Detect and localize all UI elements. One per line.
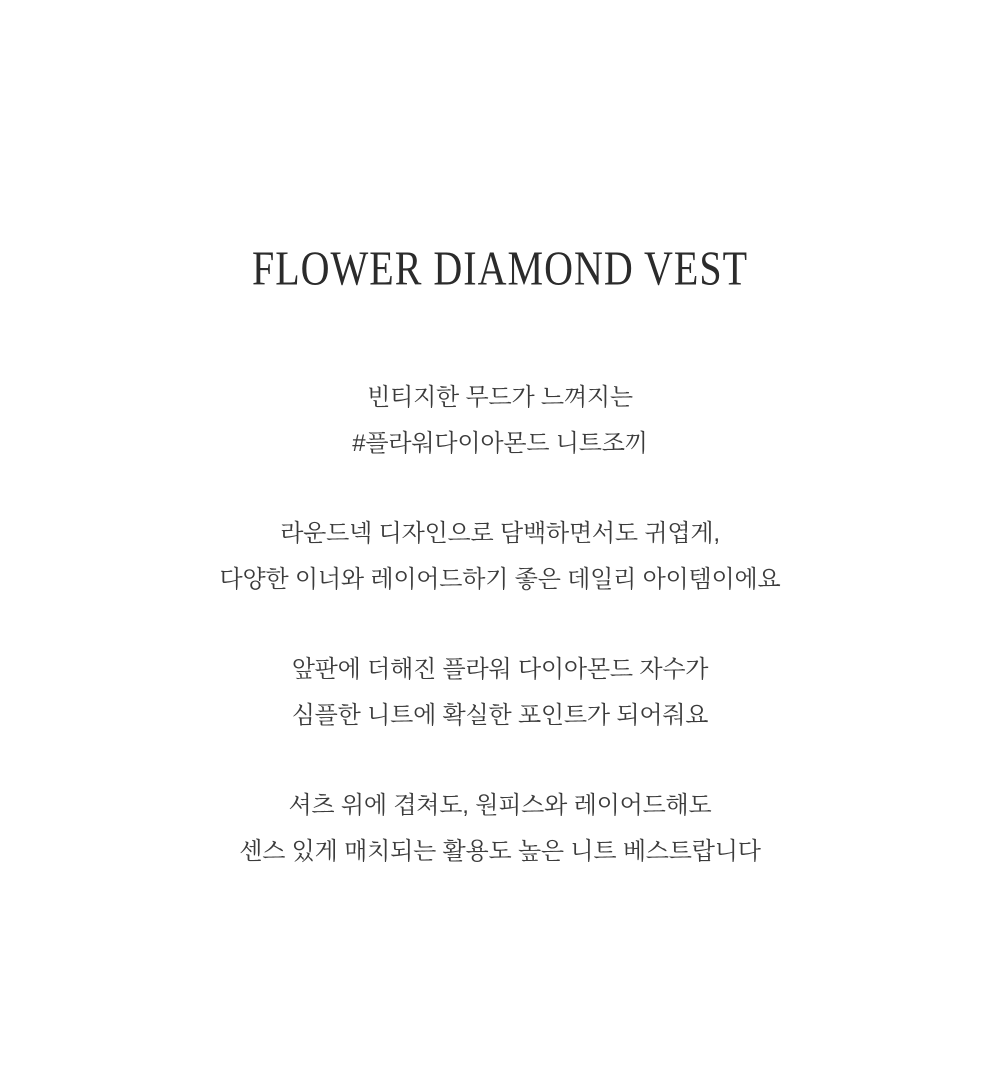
description-line: 라운드넥 디자인으로 담백하면서도 귀엽게, [280, 519, 720, 547]
description-paragraph-design [50, 511, 950, 603]
description-line: #플라워다이아몬드 니트조끼 [352, 429, 648, 457]
description-paragraph-intro [50, 375, 950, 467]
description-line: 빈티지한 무드가 느껴지는 [367, 383, 633, 411]
description-line: 앞판에 더해진 플라워 다이아몬드 자수가 [291, 655, 709, 683]
description-line: 다양한 이너와 레이어드하기 좋은 데일리 아이템이에요 [219, 565, 781, 593]
page-title: FLOWER DIAMOND VEST [251, 240, 749, 296]
description-paragraph-detail [50, 647, 950, 739]
product-description [50, 375, 950, 875]
description-line: 센스 있게 매치되는 활용도 높은 니트 베스트랍니다 [239, 837, 761, 865]
description-line: 심플한 니트에 확실한 포인트가 되어줘요 [291, 701, 709, 729]
description-paragraph-styling [50, 783, 950, 875]
description-line: 셔츠 위에 겹쳐도, 원피스와 레이어드해도 [288, 791, 712, 819]
